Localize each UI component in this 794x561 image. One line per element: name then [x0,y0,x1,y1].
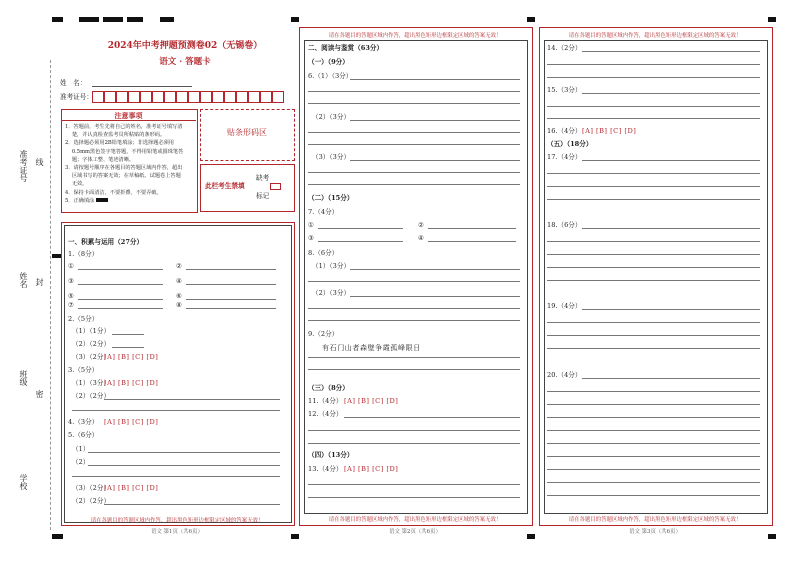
answer-line[interactable] [350,296,520,297]
answer-line[interactable] [547,77,760,78]
answer-line[interactable] [78,299,163,300]
question-label: 19.（4分） [547,302,582,310]
answer-line[interactable] [350,79,520,80]
answer-line[interactable] [547,199,760,200]
answer-line[interactable] [78,308,163,309]
timing-mark [527,17,535,22]
timing-mark [291,17,299,22]
question-label: 15.（3分） [547,86,582,94]
question-label: 1.（8分） [68,250,99,258]
absent-label: 此栏考生禁填 [205,182,245,190]
side-name: 姓名 [19,272,28,288]
answer-line[interactable] [547,391,760,392]
answer-line[interactable] [547,64,760,65]
page-subtitle: 语文 · 答题卡 [159,57,211,67]
answer-line[interactable] [582,228,760,229]
answer-line[interactable] [582,378,760,379]
notice-item: 区域书写的答案无效；在草稿纸、试题卷上答题 [65,173,181,180]
answer-line[interactable] [186,299,276,300]
timing-mark [768,17,776,22]
answer-line[interactable] [547,267,760,268]
answer-line[interactable] [547,322,760,323]
warning-text: 请在各题目的答题区域内作答，超出黑色矩形边框限定区域的答案无效！ [568,33,742,39]
answer-line[interactable] [582,309,760,310]
fill-sample [96,198,108,202]
answer-line[interactable] [582,160,760,161]
answer-line[interactable] [547,280,760,281]
answer-line[interactable] [308,184,520,185]
question-label: 12.（4分） [308,410,343,418]
warning-text: 请在各题目的答题区域内作答，超出黑色矩形边框限定区域的答案无效！ [568,517,742,523]
side-school: 学校 [19,474,28,490]
page-footer: 语文 第1页（共6页） [151,529,203,535]
timing-mark [52,17,63,22]
answer-line[interactable] [104,399,280,400]
question-label: 3.（5分） [68,366,99,374]
choice-options[interactable]: [A] [B] [C] [D] [104,418,159,426]
answer-line[interactable] [186,284,276,285]
exam-no-label: 准考证号： [60,93,93,101]
answer-line[interactable] [308,430,520,431]
binding-line [50,60,51,530]
choice-options[interactable]: [A] [B] [C] [D] [104,353,159,361]
subsection-title: （二）（15分） [308,194,354,202]
notice-item: 1．答题前，考生先将自己的姓名，准考证号填写清 [65,124,183,130]
timing-mark [103,17,123,22]
question-label: 9.（2分） [308,330,339,338]
question-label: 2.（5分） [68,315,99,323]
question-label: 5.（6分） [68,431,99,439]
choice-options[interactable]: [A] [B] [C] [D] [104,379,159,387]
notice-item: 无效。 [65,181,88,188]
q9-text[interactable]: 有石门山者森壁争霞孤峰限日 [322,344,421,352]
answer-line[interactable] [547,417,760,418]
notice-item: 2．选择题必须用2B铅笔填涂；非选择题必须用 [65,140,174,147]
notice-item: 4．保持卡面清洁，不要折叠、不要弄破。 [65,189,162,196]
answer-line[interactable] [547,254,760,255]
question-label: 20.（4分） [547,371,582,379]
answer-line[interactable] [112,334,144,335]
answer-line[interactable] [547,469,760,470]
answer-line[interactable] [308,103,520,104]
timing-mark [160,17,174,22]
warning-text: 请在各题目的答题区域内作答，超出黑色矩形边框限定区域的答案无效！ [90,518,264,524]
question-label: 6.（1）（3分） [308,72,353,80]
answer-line[interactable] [308,320,520,321]
answer-line[interactable] [547,456,760,457]
timing-mark [127,17,143,22]
subsection-title: （五）（18分） [547,140,593,148]
subsection-title: （四）（13分） [308,451,354,459]
side-line: 线 [35,158,44,166]
notice-title: 注意事项 [114,111,143,120]
answer-line[interactable] [428,241,516,242]
exam-no-boxes[interactable] [92,91,288,101]
answer-line[interactable] [547,430,760,431]
answer-line[interactable] [308,132,520,133]
question-label: 18.（6分） [547,221,582,229]
name-field[interactable] [92,86,192,87]
subsection-title: （一）（9分） [308,58,349,66]
answer-line[interactable] [547,173,760,174]
choice-options[interactable]: [A] [B] [C] [D] [344,465,399,473]
question-label: 13.（4分） [308,465,343,473]
answer-line[interactable] [308,497,520,498]
page-title: 2024年中考押题预测卷02（无锡卷） [107,41,263,51]
answer-line[interactable] [428,228,516,229]
answer-line[interactable] [186,308,276,309]
name-label: 姓 名： [60,79,87,87]
answer-line[interactable] [308,172,520,173]
side-class: 班级 [19,370,28,386]
answer-line[interactable] [582,93,760,94]
page-footer: 语文 第3页（共6页） [629,529,681,535]
question-label: 4.（3分） [68,418,99,426]
answer-line[interactable] [72,476,280,477]
answer-line[interactable] [308,281,520,282]
section-title: 二、阅读与鉴赏（63分） [308,44,384,52]
section-title: 一、积累与运用（27分） [68,238,144,246]
answer-line[interactable] [308,369,520,370]
warning-text: 请在各题目的答题区域内作答，超出黑色矩形边框限定区域的答案无效！ [328,517,502,523]
answer-line[interactable] [186,269,276,270]
answer-line[interactable] [308,357,520,358]
answer-line[interactable] [78,284,163,285]
answer-line[interactable] [547,443,760,444]
notice-item: 0.5mm黑色签字笔答题，不得用铅笔或圆珠笔答 [65,148,184,155]
timing-mark [79,17,99,22]
choice-options[interactable]: [A] [B] [C] [D] [104,484,159,492]
answer-line[interactable] [547,118,760,119]
answer-line[interactable] [308,308,520,309]
notice-item: 3．请按题号顺序在各题目的答题区域内作答，超出 [65,165,183,172]
answer-line[interactable] [547,106,760,107]
answer-line[interactable] [547,404,760,405]
barcode-label: 贴条形码区 [227,128,267,137]
answer-line[interactable] [547,495,760,496]
answer-line[interactable] [547,241,760,242]
answer-line[interactable] [547,335,760,336]
answer-line[interactable] [308,484,520,485]
answer-line[interactable] [308,443,520,444]
choice-options[interactable]: [A] [B] [C] [D] [582,127,637,135]
absent-a: 缺考 [256,174,270,182]
absent-checkbox[interactable] [270,183,281,190]
answer-line[interactable] [104,504,280,505]
answer-line[interactable] [78,269,163,270]
side-seal: 封 [35,278,44,286]
question-label: 11.（4分） [308,397,343,405]
answer-line[interactable] [547,186,760,187]
answer-line[interactable] [88,465,280,466]
answer-line[interactable] [72,410,280,411]
question-label: 14.（2分） [547,44,582,52]
answer-line[interactable] [582,51,760,52]
answer-line[interactable] [112,347,144,348]
question-label: 7.（4分） [308,208,339,216]
question-label: 17.（4分） [547,153,582,161]
notice-item: 楚，并认真检查监考员所粘贴的条形码。 [65,132,166,139]
answer-line[interactable] [88,452,280,453]
answer-line[interactable] [318,241,403,242]
answer-line[interactable] [547,482,760,483]
answer-line[interactable] [344,417,520,418]
notice-item: 5．正确填涂 [65,197,183,205]
warning-text: 请在各题目的答题区域内作答，超出黑色矩形边框限定区域的答案无效！ [328,33,502,39]
side-secret: 密 [35,390,44,398]
question-label: 8.（6分） [308,249,339,257]
answer-line[interactable] [308,144,520,145]
question-label: 16.（4分） [547,127,582,135]
answer-line[interactable] [308,91,520,92]
page-footer: 语文 第2页（共6页） [389,529,441,535]
absent-b: 标记 [256,192,270,200]
answer-line[interactable] [350,160,520,161]
subsection-title: （三）（8分） [308,384,349,392]
side-exam-no: 准考证号 [19,150,28,182]
answer-line[interactable] [350,120,520,121]
notice-items [65,123,183,205]
notice-item: 题；字体工整、笔迹清晰。 [65,156,135,163]
answer-line[interactable] [547,348,760,349]
choice-options[interactable]: [A] [B] [C] [D] [344,397,399,405]
answer-line[interactable] [318,228,403,229]
answer-line[interactable] [350,269,520,270]
